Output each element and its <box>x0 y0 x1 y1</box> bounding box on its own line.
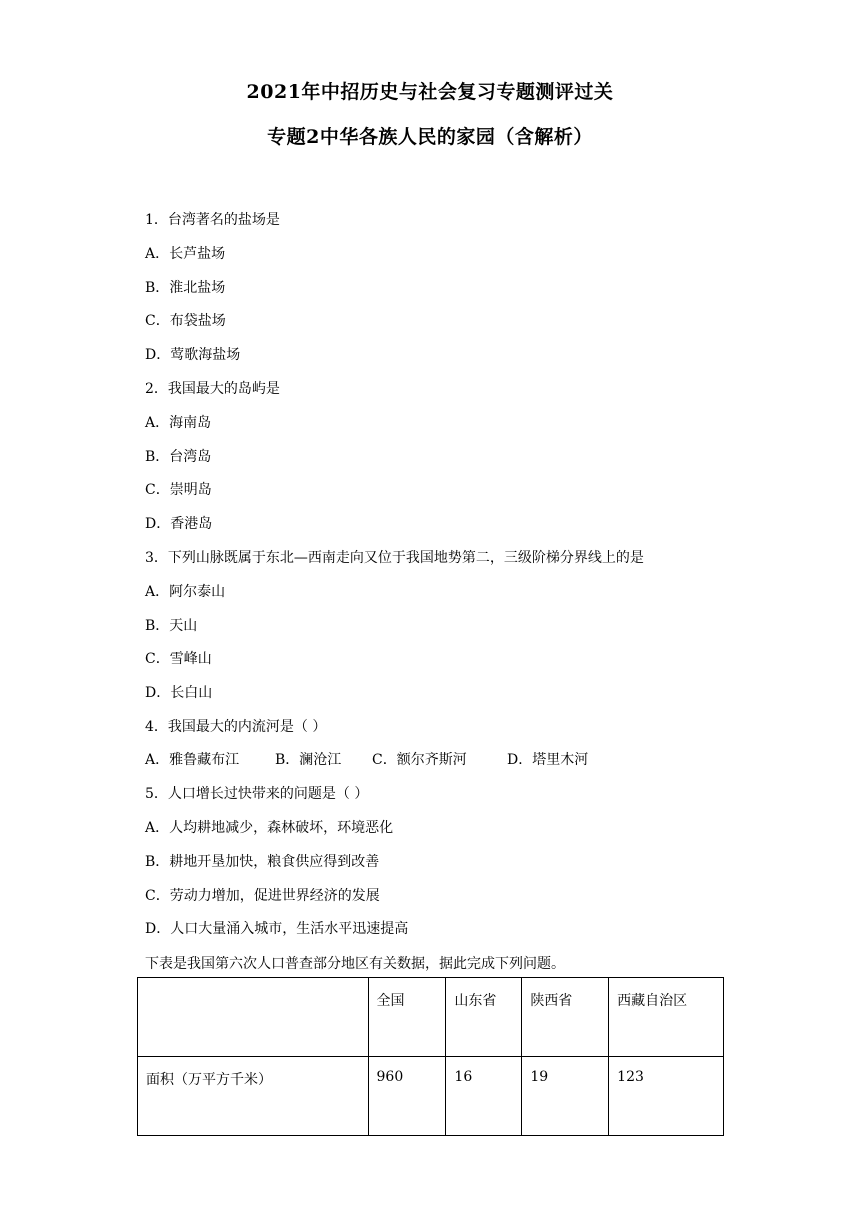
question-2-option-d: D．香港岛 <box>145 516 213 532</box>
question-1-option-c: C．布袋盐场 <box>145 313 226 329</box>
table-cell: 面积（万平方千米） <box>138 1057 369 1136</box>
table-cell: 960 <box>368 1057 446 1136</box>
question-4-option-a: A．雅鲁藏布江 <box>145 752 240 768</box>
question-5-option-b: B．耕地开垦加快，粮食供应得到改善 <box>145 854 380 870</box>
question-3-stem: 3．下列山脉既属于东北—西南走向又位于我国地势第二，三级阶梯分界线上的是 <box>145 550 644 566</box>
question-4-option-d: D．塔里木河 <box>507 752 589 768</box>
document-title: 2021年中招历史与社会复习专题测评过关 <box>246 81 614 103</box>
question-2-option-c: C．崇明岛 <box>145 482 212 498</box>
question-4-option-c: C．额尔齐斯河 <box>372 752 467 768</box>
table-header-cell: 陕西省 <box>522 978 609 1057</box>
question-1-option-d: D．莺歌海盐场 <box>145 347 241 363</box>
question-3-option-b: B．天山 <box>145 618 198 634</box>
census-table <box>137 977 724 1136</box>
table-header-cell: 西藏自治区 <box>609 978 724 1057</box>
question-2-option-b: B．台湾岛 <box>145 449 212 465</box>
question-3-option-d: D．长白山 <box>145 685 213 701</box>
table-header-cell: 山东省 <box>446 978 522 1057</box>
table-cell: 19 <box>522 1057 609 1136</box>
question-5-option-c: C．劳动力增加，促进世界经济的发展 <box>145 888 380 904</box>
question-4-stem: 4．我国最大的内流河是（ ） <box>145 719 327 735</box>
question-2-option-a: A．海南岛 <box>145 415 212 431</box>
table-row <box>138 1057 724 1136</box>
table-cell: 16 <box>446 1057 522 1136</box>
question-4-option-b: B．澜沧江 <box>275 752 342 768</box>
table-cell: 123 <box>609 1057 724 1136</box>
question-1-option-b: B．淮北盐场 <box>145 280 226 296</box>
question-5-stem: 5．人口增长过快带来的问题是（ ） <box>145 786 369 802</box>
document-subtitle: 专题2中华各族人民的家园（含解析） <box>267 126 593 148</box>
table-header-cell <box>138 978 369 1057</box>
question-2-stem: 2．我国最大的岛屿是 <box>145 381 280 397</box>
table-header-row <box>138 978 724 1057</box>
question-3-option-a: A．阿尔泰山 <box>145 584 226 600</box>
question-5-option-d: D．人口大量涌入城市，生活水平迅速提高 <box>145 921 409 937</box>
question-3-option-c: C．雪峰山 <box>145 651 212 667</box>
question-1-stem: 1．台湾著名的盐场是 <box>145 212 280 228</box>
question-1-option-a: A．长芦盐场 <box>145 246 226 262</box>
question-5-option-a: A．人均耕地减少，森林破坏，环境恶化 <box>145 820 394 836</box>
table-header-cell: 全国 <box>368 978 446 1057</box>
table-intro: 下表是我国第六次人口普查部分地区有关数据，据此完成下列问题。 <box>145 956 565 972</box>
